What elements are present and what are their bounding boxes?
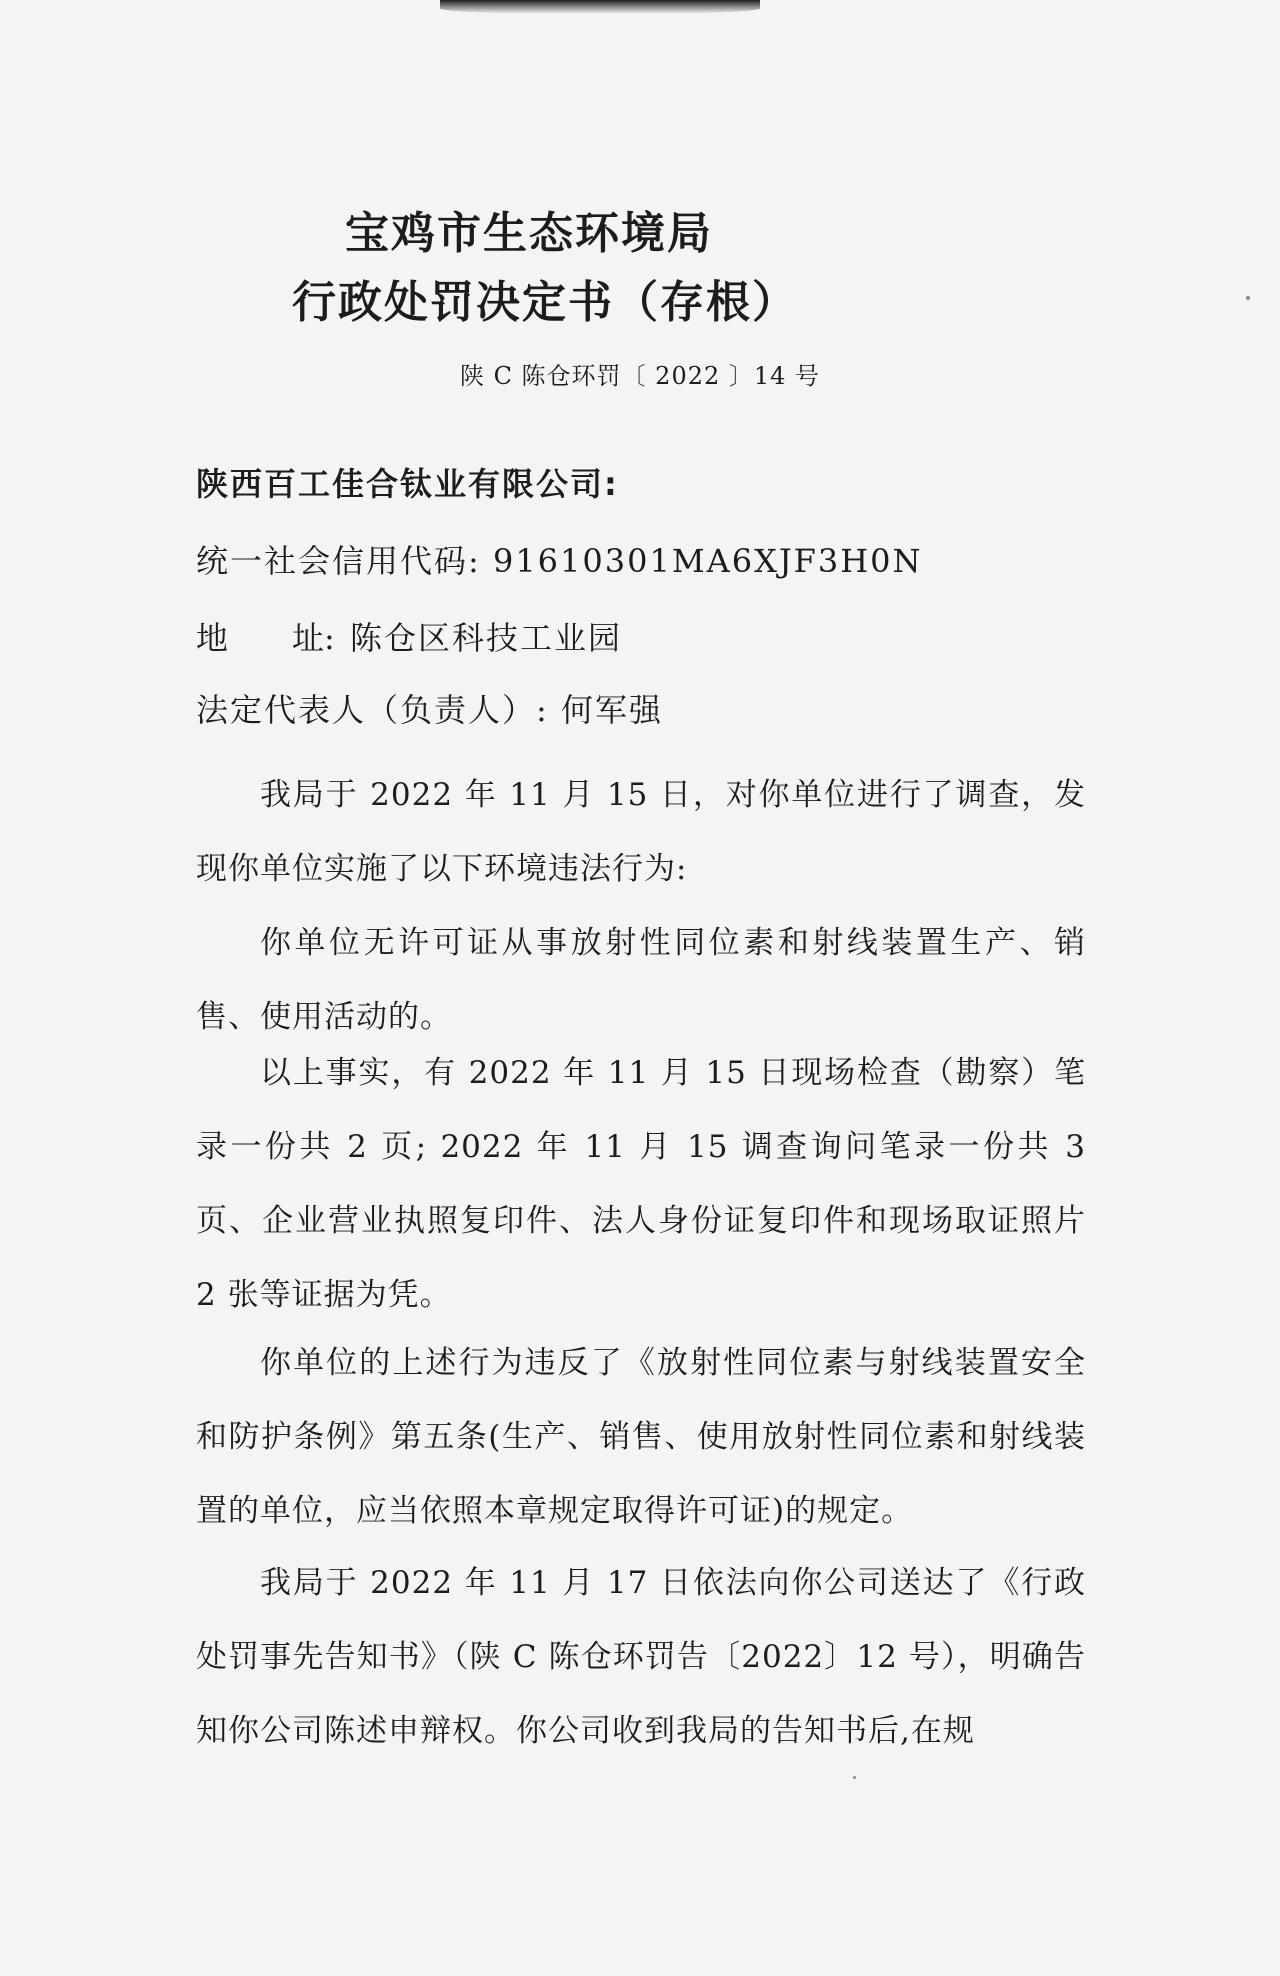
document-title-type: 行政处罚决定书（存根） (292, 277, 798, 328)
body-paragraph: 我局于 2022 年 11 月 17 日依法向你公司送达了《行政处罚事先告知书》（陕 C 陈仓环罚告〔2022〕12 号），明确告知你公司陈述申辩权。你公司收到我局的告知书后,在规 (196, 1565, 1086, 1749)
address-line (196, 618, 622, 658)
body-paragraph: 我局于 2022 年 11 月 15 日，对你单位进行了调查，发现你单位实施了以下环境违法行为: (196, 777, 1086, 887)
legal-representative-line: 法定代表人（负责人）: 何军强 (196, 691, 663, 729)
body-paragraph: 你单位的上述行为违反了《放射性同位素与射线装置安全和防护条例》第五条(生产、销售、使用放射性同位素和射线装置的单位，应当依照本章规定取得许可证)的规定。 (196, 1345, 1086, 1529)
body-paragraph: 你单位无许可证从事放射性同位素和射线装置生产、销售、使用活动的。 (196, 925, 1086, 1035)
scan-edge-shadow (440, 0, 760, 14)
address-label: 地 址: (196, 619, 335, 657)
scan-speck (853, 1776, 856, 1779)
document-title-agency: 宝鸡市生态环境局 (345, 208, 713, 259)
recipient-name: 陕西百工佳合钛业有限公司: (196, 465, 619, 503)
document-number: 陕 C 陈仓环罚〔 2022 〕14 号 (459, 362, 821, 390)
credit-code-line: 统一社会信用代码: 91610301MA6XJF3H0N (196, 542, 923, 580)
scan-speck (1246, 296, 1250, 300)
body-paragraph: 以上事实，有 2022 年 11 月 15 日现场检查（勘察）笔录一份共 2 页; 2022 年 11 月 15 调查询问笔录一份共 3 页、企业营业执照复印件、法人身份证复印件和现场取证照片 2 张等证据为凭。 (196, 1055, 1086, 1313)
address-value: 陈仓区科技工业园 (350, 619, 623, 657)
